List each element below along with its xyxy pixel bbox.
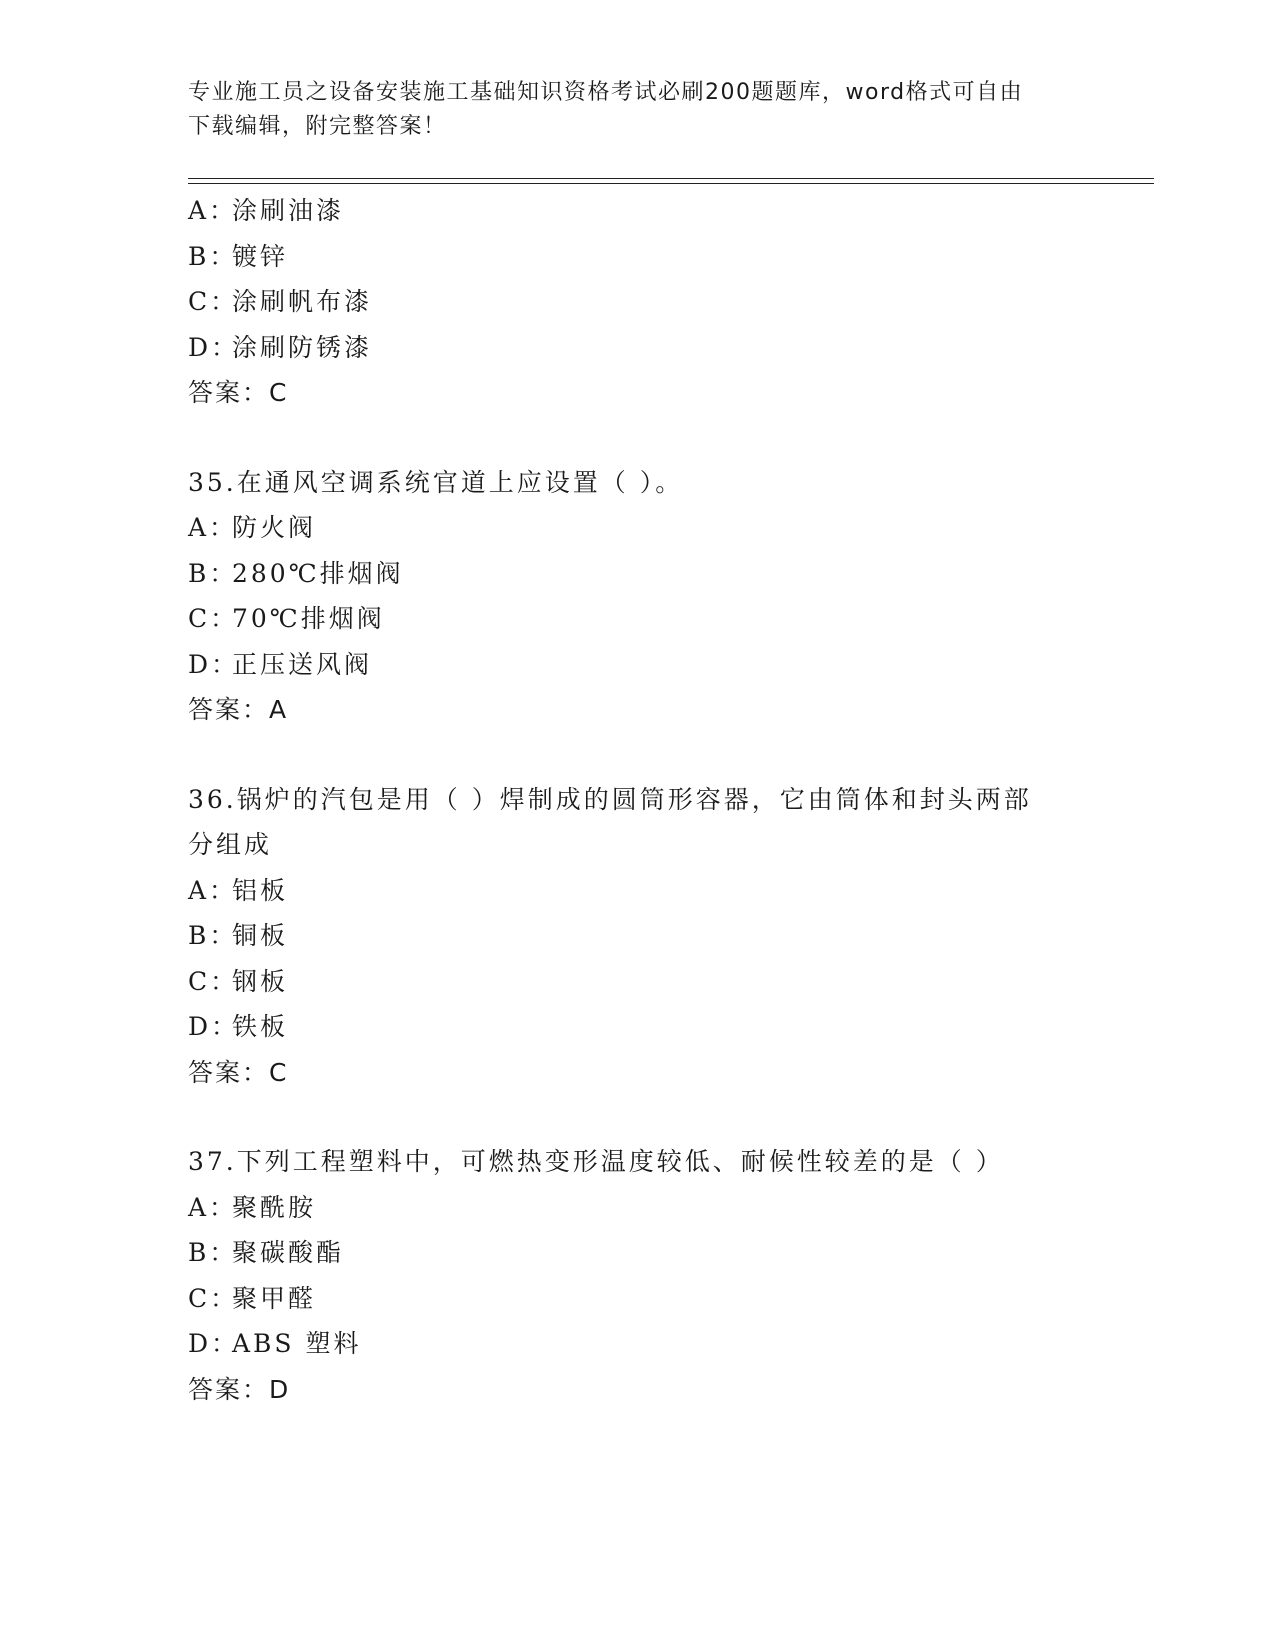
option-b [188,913,1148,959]
option-text: 镀锌 [232,241,289,271]
question-block-37 [188,1139,1148,1412]
option-letter: C： [188,287,239,316]
option-text: 铝板 [232,875,289,905]
option-text: 涂刷油漆 [232,196,345,225]
option-c [188,959,1148,1005]
question-list [188,188,1148,1412]
answer-label: 答案：D [188,1374,291,1404]
option-letter: A： [188,1192,238,1222]
option-letter: B： [188,1238,238,1267]
option-letter: C： [188,966,239,996]
option-letter: D： [188,1329,240,1358]
option-c [188,596,1148,642]
question-block-35 [188,460,1148,733]
question-stem-line-2: 分组成 [188,830,273,859]
option-text: 聚酰胺 [232,1192,317,1222]
option-letter: C： [188,604,239,633]
option-letter: C： [188,1283,239,1313]
option-text: 涂刷帆布漆 [232,287,373,316]
answer-label: 答案：C [188,378,289,407]
option-a [188,868,1148,914]
option-letter: B： [188,241,238,271]
option-letter: D： [188,332,240,362]
option-letter: B： [188,558,238,588]
option-d [188,1321,1148,1367]
option-text: 钢板 [232,966,289,996]
option-a [188,1185,1148,1231]
option-c [188,279,1148,325]
header-line-2: 下载编辑，附完整答案！ [188,114,447,139]
option-b [188,234,1148,280]
option-text: 防火阀 [232,513,317,542]
question-stem: 37.下列工程塑料中，可燃热变形温度较低、耐候性较差的是（ ） [188,1147,1004,1176]
header-line-1: 专业施工员之设备安装施工基础知识资格考试必刷200题题库，word格式可自由 [188,80,1024,105]
option-letter: D： [188,1012,240,1041]
option-letter: A： [188,196,238,225]
option-text: 280℃排烟阀 [232,558,404,588]
option-a [188,505,1148,551]
option-letter: A： [188,513,238,542]
option-b [188,1230,1148,1276]
option-b [188,551,1148,597]
option-text: 70℃排烟阀 [232,604,385,633]
option-letter: A： [188,875,238,905]
option-text: 聚碳酸酯 [232,1238,345,1267]
option-d [188,1004,1148,1050]
answer-label: 答案：C [188,1057,289,1087]
option-letter: B： [188,921,238,950]
option-text: 聚甲醛 [232,1283,317,1313]
header-divider-bottom [188,183,1154,184]
question-stem: 35.在通风空调系统官道上应设置（ ）。 [188,467,684,497]
header-divider-top [188,178,1154,179]
option-d [188,325,1148,371]
option-text: 涂刷防锈漆 [232,332,373,362]
option-text: 铁板 [232,1012,289,1041]
option-a [188,188,1148,234]
option-letter: D： [188,649,240,679]
answer-label: 答案：A [188,695,289,724]
option-text: 铜板 [232,921,289,950]
question-stem-line-1: 36.锅炉的汽包是用（ ）焊制成的圆筒形容器，它由筒体和封头两部 [188,784,1032,814]
option-c [188,1276,1148,1322]
option-d [188,642,1148,688]
question-block-34 [188,188,1148,416]
option-text: ABS 塑料 [232,1329,362,1358]
option-text: 正压送风阀 [232,649,373,679]
question-block-36 [188,777,1148,1096]
document-header [188,76,1088,144]
